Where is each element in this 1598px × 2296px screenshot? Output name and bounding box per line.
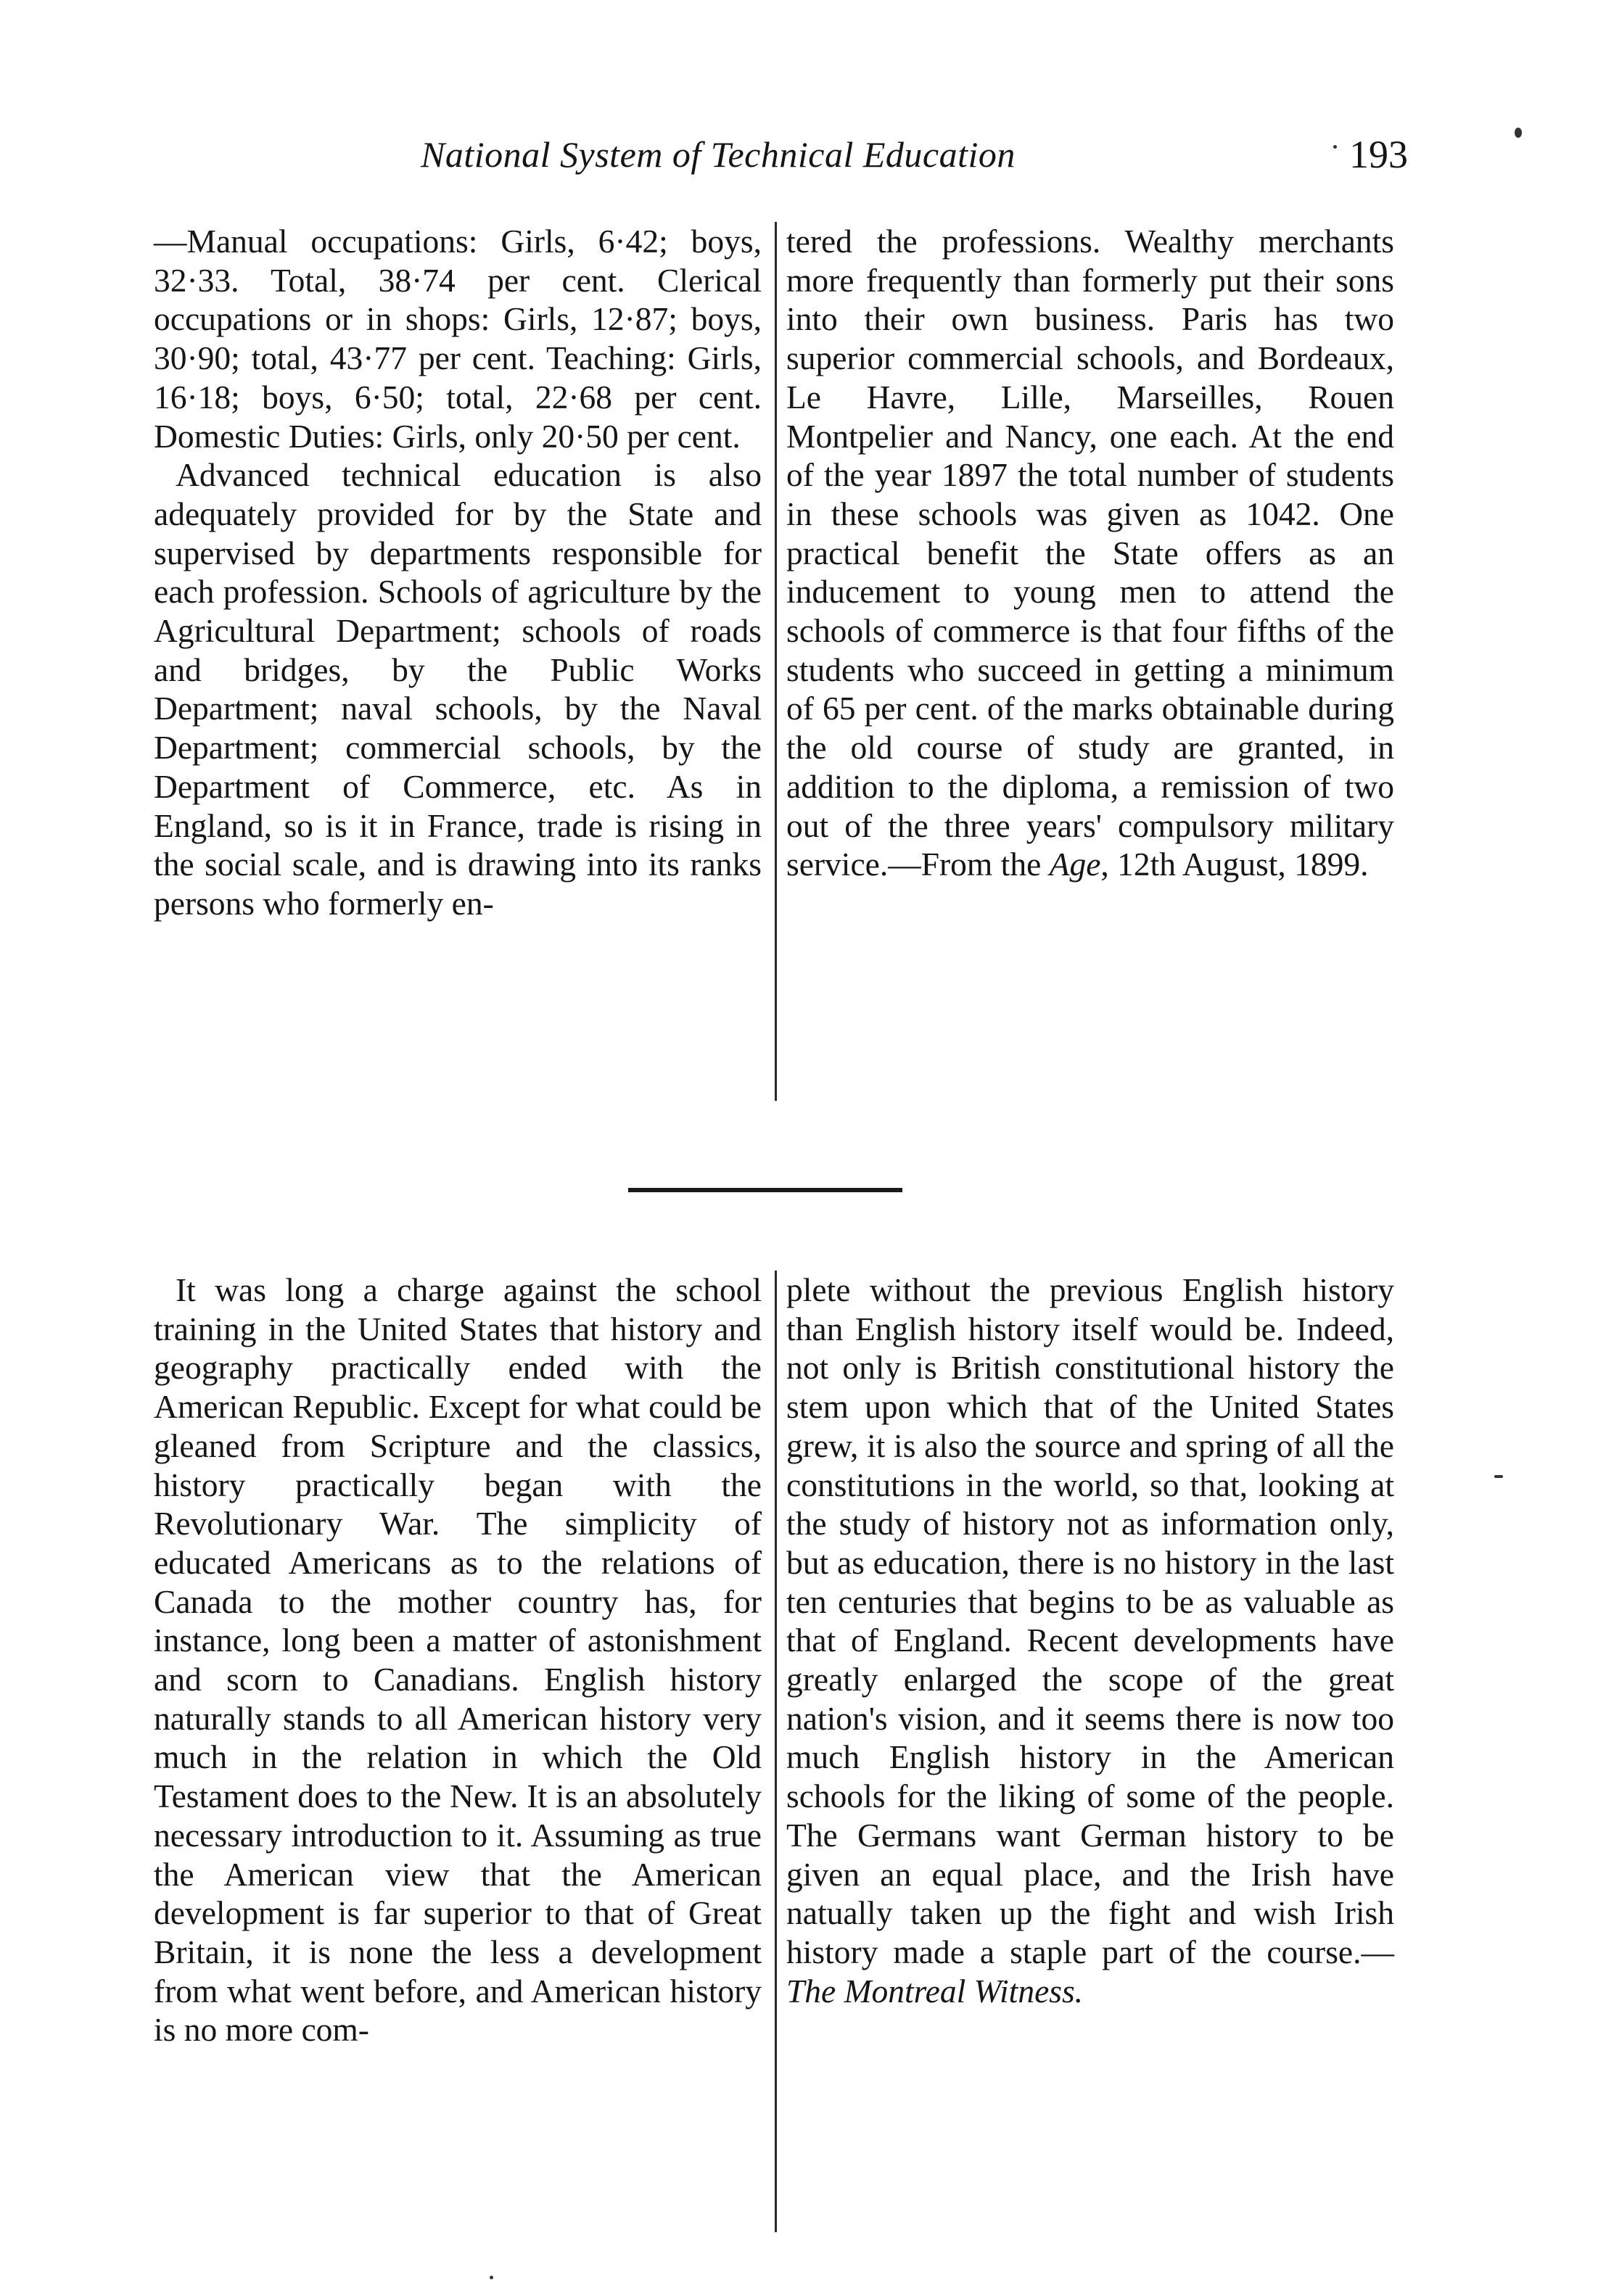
- paragraph-text: tered the professions. Wealthy merchants more frequently than formerly put their sons into their own business. Paris has two superior commercial schools, and Bordeaux, Le Havre, Lille, Marseilles, Rouen Montpelier and Nancy, one each. At the end of the year 1897 the total number of students in these schools was given as 1042. One practical benefit the State offers as an inducement to young men to attend the schools of commerce is that four fifths of the students who succeed in getting a minimum of 65 per cent. of the marks obtainable during the old course of study are granted, in addition to the diploma, a remission of two out of the three years' compulsory military service.—From the: [786, 223, 1394, 883]
- print-speck: [1515, 128, 1522, 138]
- left-column: [154, 222, 762, 923]
- left-column: [154, 1271, 762, 2049]
- page-number: 193: [1349, 133, 1408, 176]
- paragraph-commercial-schools: [786, 222, 1394, 884]
- print-speck: [490, 2276, 493, 2279]
- print-speck: [1494, 1475, 1503, 1478]
- paragraph-occupation-statistics: —Manual occupations: Girls, 6·42; boys, 32·33. Total, 38·74 per cent. Clerical occupations or in shops: Girls, 12·87; boys, 30·90; total, 43·77 per cent. Teaching: Girls, 16·18; boys, 6·50; total, 22·68 per cent. Domestic Duties: Girls, only 20·50 per cent.: [154, 223, 762, 455]
- column-rule: [775, 222, 777, 1101]
- paragraph-american-history: It was long a charge against the school training in the United States that history and geography practically ended with the American Republic. Except for what could be gleaned from Scripture and the classics, history practically began with the Revolutionary War. The simplicity of educated Americans as to the relations of Canada to the mother country has, for instance, long been a matter of astonishment and scorn to Canadians. English history naturally stands to all American history very much in the relation in which the Old Testament does to the New. It is an absolutely necessary introduction to it. Assuming as true the American view that the American development is far superior to that of Great Britain, it is none the less a development from what went before, and American history is no more com-: [154, 1271, 762, 2049]
- article-american-history: [154, 1271, 1420, 2235]
- print-speck: [1333, 145, 1337, 149]
- paragraph-english-history: [786, 1271, 1394, 2010]
- paragraph-advanced-education: Advanced technical education is also adequately provided for by the State and supervised by departments responsible for each profession. Schools of agriculture by the Agricultural Department; schools of roads and bridges, by the Public Works Department; naval schools, by the Naval Department; commercial schools, by the Department of Commerce, etc. As in England, so is it in France, trade is rising in the social scale, and is drawing into its ranks persons who formerly en-: [154, 456, 762, 922]
- running-title: National System of Technical Education: [421, 134, 1016, 175]
- source-name: The Montreal Witness.: [786, 1972, 1084, 2010]
- article-french-technical-education: [154, 222, 1420, 1099]
- section-divider: [628, 1188, 902, 1192]
- source-name: Age: [1049, 846, 1101, 883]
- running-head: [0, 129, 1598, 194]
- source-date: , 12th August, 1899.: [1100, 846, 1369, 883]
- right-column: [786, 222, 1394, 884]
- right-column: [786, 1271, 1394, 2010]
- paragraph-text: plete without the previous English history than English history itself would be. Indeed, not only is British constitutional history the stem upon which that of the United States grew, it is also the source and spring of all the constitutions in the world, so that, looking at the study of history not as information only, but as education, there is no history in the last ten centuries that begins to be as valuable as that of England. Recent developments have greatly enlarged the scope of the great nation's vision, and it seems there is now too much English history in the American schools for the liking of some of the people. The Germans want German history to be given an equal place, and the Irish have natually taken up the fight and wish Irish history made a staple part of the course.—: [786, 1271, 1394, 1970]
- column-rule: [775, 1271, 777, 2232]
